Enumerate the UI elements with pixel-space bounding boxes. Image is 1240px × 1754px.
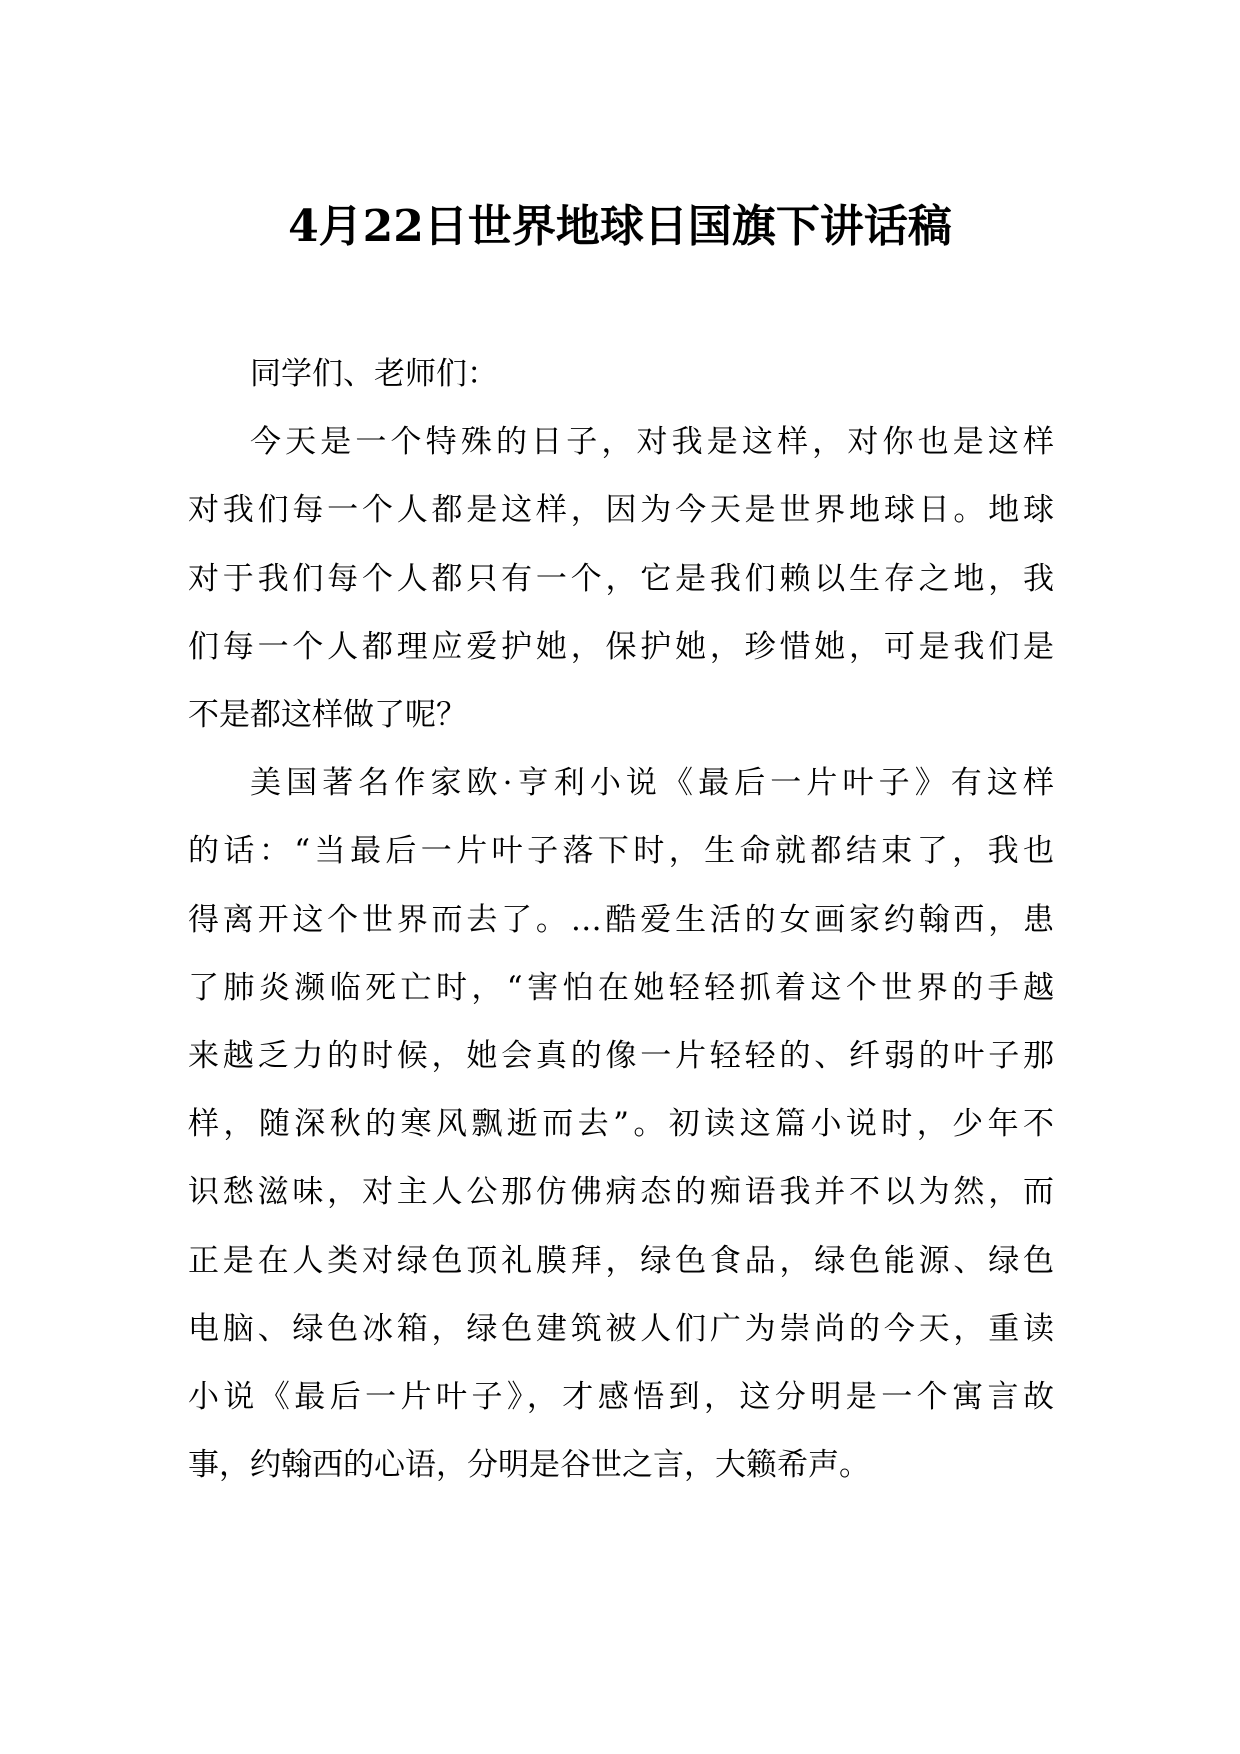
- text-line: 对于我们每个人都只有一个，它是我们赖以生存之地，我: [188, 560, 1054, 597]
- text-line: 今天是一个特殊的日子，对我是这样，对你也是这样: [250, 424, 1054, 461]
- text-line: 美国著名作家欧·亨利小说《最后一片叶子》有这样: [250, 765, 1054, 802]
- text-line: 同学们、老师们：: [250, 356, 498, 392]
- text-line: 事，约翰西的心语，分明是谷世之言，大籁希声。: [188, 1447, 870, 1484]
- text-line: 样，随深秋的寒风飘逝而去”。初读这篇小说时，少年不: [188, 1106, 1054, 1143]
- text-line: 来越乏力的时候，她会真的像一片轻轻的、纤弱的叶子那: [188, 1038, 1054, 1075]
- document-title: 4月22日世界地球日国旗下讲话稿: [288, 201, 952, 253]
- paragraph-last-leaf: [188, 749, 1054, 1499]
- text-line: 对我们每一个人都是这样，因为今天是世界地球日。地球: [188, 492, 1054, 529]
- text-line: 电脑、绿色冰箱，绿色建筑被人们广为崇尚的今天，重读: [188, 1310, 1054, 1347]
- paragraph-earth-day: [188, 408, 1054, 749]
- text-line: 的话：“当最后一片叶子落下时，生命就都结束了，我也: [188, 833, 1054, 870]
- text-line: 得离开这个世界而去了。…酷爱生活的女画家约翰西，患: [188, 901, 1054, 938]
- paragraph-salutation: [188, 340, 1054, 408]
- text-line: 小说《最后一片叶子》，才感悟到，这分明是一个寓言故: [188, 1379, 1054, 1416]
- text-line: 们每一个人都理应爱护她，保护她，珍惜她，可是我们是: [188, 628, 1054, 665]
- text-line: 了肺炎濒临死亡时，“害怕在她轻轻抓着这个世界的手越: [188, 969, 1054, 1006]
- document-body: [188, 340, 1054, 1499]
- text-line: 不是都这样做了呢？: [188, 697, 467, 734]
- text-line: 正是在人类对绿色顶礼膜拜，绿色食品，绿色能源、绿色: [188, 1242, 1054, 1279]
- text-line: 识愁滋味，对主人公那仿佛病态的痴语我并不以为然，而: [188, 1174, 1054, 1211]
